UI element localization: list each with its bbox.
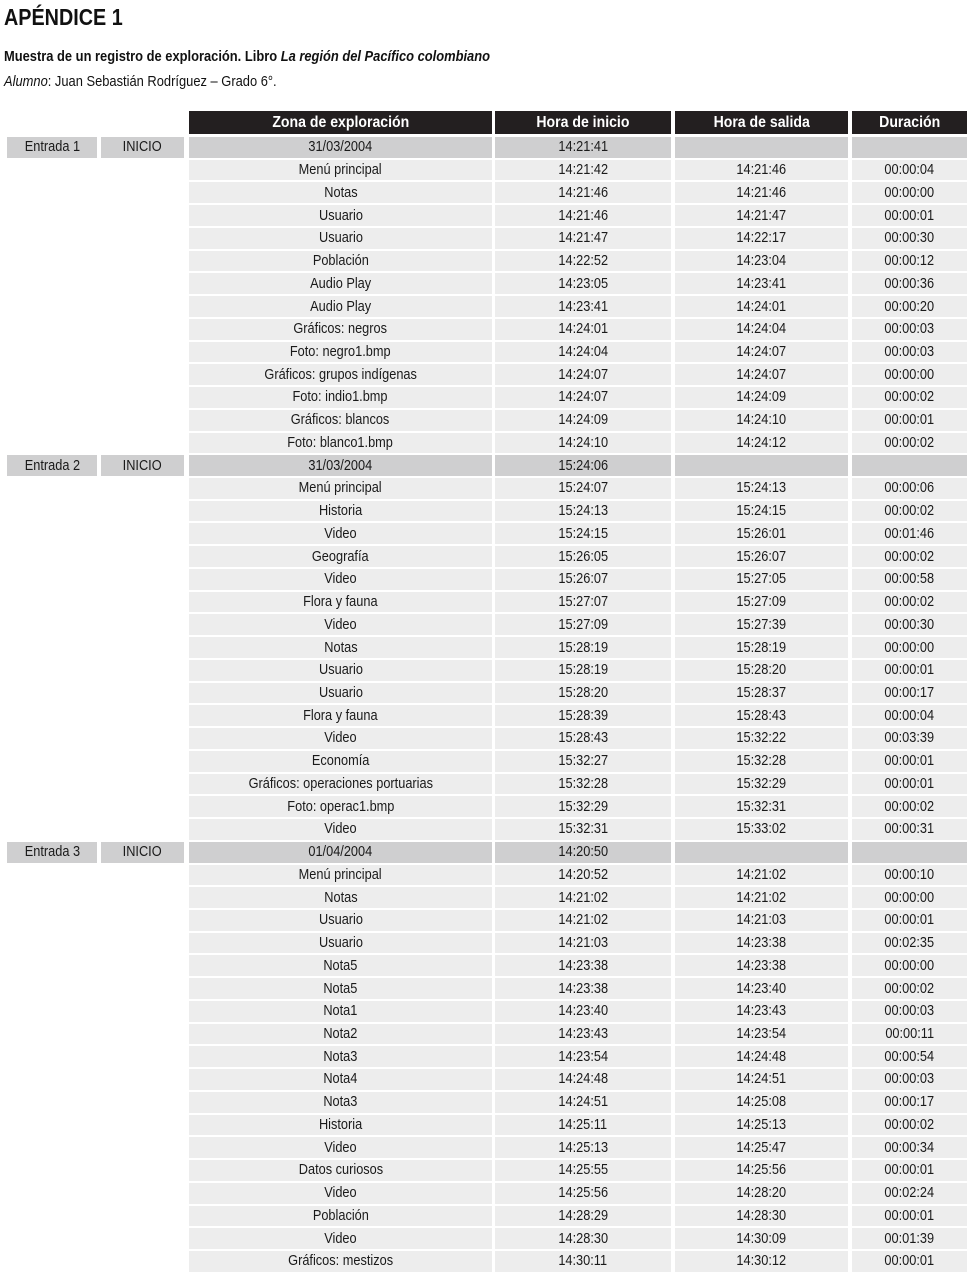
start-time-cell: 15:28:19 (495, 637, 671, 658)
table-row (0, 159, 973, 182)
duration-cell: 00:00:03 (852, 319, 967, 340)
end-time-cell: 14:23:04 (675, 251, 848, 272)
start-time-cell: 15:28:43 (495, 728, 671, 749)
table-row (0, 750, 973, 773)
table-row (0, 682, 973, 705)
duration-cell: 00:00:02 (852, 433, 967, 454)
start-time-cell: 14:24:07 (495, 364, 671, 385)
duration-cell: 00:00:01 (852, 1160, 967, 1181)
start-time-cell: 14:23:40 (495, 1001, 671, 1022)
table-header (0, 111, 973, 134)
zone-cell: Foto: operac1.bmp (189, 796, 492, 817)
zone-cell: Video (189, 1137, 492, 1158)
student-label: Alumno (4, 73, 48, 90)
end-time-cell: 14:21:02 (675, 865, 848, 886)
duration-cell: 00:00:04 (852, 160, 967, 181)
zone-cell: Video (189, 569, 492, 590)
table-row (0, 318, 973, 341)
header-zona: Zona de exploración (189, 111, 492, 134)
start-time-cell: 15:32:27 (495, 751, 671, 772)
start-time-cell: 14:24:09 (495, 410, 671, 431)
end-time-cell: 14:21:47 (675, 205, 848, 226)
start-time-cell: 14:23:43 (495, 1024, 671, 1045)
duration-cell: 00:00:11 (852, 1024, 967, 1045)
start-time-cell: 15:26:05 (495, 546, 671, 567)
book-title: La región del Pacífico colombiano (280, 48, 491, 65)
end-time-cell: 14:21:02 (675, 887, 848, 908)
end-time-cell: 14:23:38 (675, 955, 848, 976)
end-time-cell: 14:23:40 (675, 978, 848, 999)
table-row (0, 227, 973, 250)
duration-cell (852, 842, 967, 863)
zone-cell: Flora y fauna (189, 705, 492, 726)
table-row (0, 795, 973, 818)
duration-cell: 00:00:04 (852, 705, 967, 726)
zone-cell: Foto: blanco1.bmp (189, 433, 492, 454)
start-time-cell: 14:24:48 (495, 1069, 671, 1090)
end-time-cell: 15:24:13 (675, 478, 848, 499)
duration-cell: 00:00:02 (852, 978, 967, 999)
zone-cell: Menú principal (189, 865, 492, 886)
end-time-cell: 15:32:31 (675, 796, 848, 817)
end-time-cell: 15:27:05 (675, 569, 848, 590)
duration-cell: 00:00:00 (852, 182, 967, 203)
table-row (0, 522, 973, 545)
end-time-cell: 14:23:43 (675, 1001, 848, 1022)
start-time-cell: 15:28:19 (495, 660, 671, 681)
table-row (0, 545, 973, 568)
end-time-cell: 14:24:01 (675, 296, 848, 317)
end-time-cell: 14:24:48 (675, 1046, 848, 1067)
zone-cell: Video (189, 819, 492, 840)
inicio-cell: INICIO (101, 455, 184, 476)
table-row (0, 181, 973, 204)
end-time-cell (675, 842, 848, 863)
table-row (0, 204, 973, 227)
duration-cell: 00:00:00 (852, 364, 967, 385)
duration-cell: 00:00:02 (852, 387, 967, 408)
zone-cell: Nota1 (189, 1001, 492, 1022)
header-hora-salida: Hora de salida (675, 111, 848, 134)
start-time-cell: 15:24:07 (495, 478, 671, 499)
zone-cell: Historia (189, 501, 492, 522)
end-time-cell: 14:21:46 (675, 182, 848, 203)
zone-cell: Menú principal (189, 478, 492, 499)
end-time-cell: 14:30:09 (675, 1228, 848, 1249)
zone-cell: 01/04/2004 (189, 842, 492, 863)
duration-cell: 00:02:35 (852, 933, 967, 954)
zone-cell: Gráficos: operaciones portuarias (189, 774, 492, 795)
start-time-cell: 14:20:52 (495, 865, 671, 886)
table-row (0, 954, 973, 977)
end-time-cell: 14:24:51 (675, 1069, 848, 1090)
entry-cell: Entrada 2 (7, 455, 97, 476)
duration-cell (852, 137, 967, 158)
start-time-cell: 14:21:46 (495, 182, 671, 203)
end-time-cell: 15:33:02 (675, 819, 848, 840)
table-row (0, 250, 973, 273)
end-time-cell: 15:32:29 (675, 774, 848, 795)
zone-cell: Nota4 (189, 1069, 492, 1090)
start-time-cell: 14:21:47 (495, 228, 671, 249)
start-time-cell: 14:21:02 (495, 910, 671, 931)
end-time-cell: 15:26:01 (675, 523, 848, 544)
zone-cell: Gráficos: mestizos (189, 1251, 492, 1272)
table-row (0, 659, 973, 682)
table-row (0, 773, 973, 796)
duration-cell: 00:03:39 (852, 728, 967, 749)
end-time-cell: 14:30:12 (675, 1251, 848, 1272)
table-row (0, 341, 973, 364)
duration-cell: 00:00:20 (852, 296, 967, 317)
table-row (0, 1045, 973, 1068)
end-time-cell: 14:23:54 (675, 1024, 848, 1045)
duration-cell: 00:00:06 (852, 478, 967, 499)
zone-cell: 31/03/2004 (189, 137, 492, 158)
table-row (0, 864, 973, 887)
header-duracion: Duración (852, 111, 967, 134)
end-time-cell: 15:27:09 (675, 592, 848, 613)
start-time-cell: 15:24:15 (495, 523, 671, 544)
duration-cell: 00:00:00 (852, 887, 967, 908)
entry-cell: Entrada 1 (7, 137, 97, 158)
duration-cell: 00:00:17 (852, 1092, 967, 1113)
start-time-cell: 14:24:51 (495, 1092, 671, 1113)
exploration-log-table (0, 136, 973, 1273)
zone-cell: Usuario (189, 683, 492, 704)
start-time-cell: 14:21:02 (495, 887, 671, 908)
duration-cell: 00:00:02 (852, 1115, 967, 1136)
header-hora-inicio: Hora de inicio (495, 111, 671, 134)
end-time-cell: 14:24:10 (675, 410, 848, 431)
table-row (0, 1205, 973, 1228)
end-time-cell: 15:28:37 (675, 683, 848, 704)
start-time-cell: 14:24:01 (495, 319, 671, 340)
start-time-cell: 14:21:42 (495, 160, 671, 181)
zone-cell: Video (189, 1228, 492, 1249)
end-time-cell: 14:24:07 (675, 364, 848, 385)
end-time-cell: 14:23:38 (675, 933, 848, 954)
start-time-cell: 15:28:39 (495, 705, 671, 726)
table-row (0, 386, 973, 409)
zone-cell: Video (189, 728, 492, 749)
duration-cell: 00:00:30 (852, 614, 967, 635)
start-time-cell: 14:25:11 (495, 1115, 671, 1136)
duration-cell: 00:02:24 (852, 1183, 967, 1204)
start-time-cell: 15:24:13 (495, 501, 671, 522)
start-time-cell: 15:26:07 (495, 569, 671, 590)
zone-cell: Nota5 (189, 978, 492, 999)
zone-cell: Audio Play (189, 296, 492, 317)
start-time-cell: 15:28:20 (495, 683, 671, 704)
zone-cell: Nota3 (189, 1092, 492, 1113)
start-time-cell: 14:20:50 (495, 842, 671, 863)
end-time-cell: 15:32:28 (675, 751, 848, 772)
table-row (0, 636, 973, 659)
duration-cell: 00:00:01 (852, 1251, 967, 1272)
table-row (0, 1182, 973, 1205)
start-time-cell: 14:25:56 (495, 1183, 671, 1204)
duration-cell: 00:00:30 (852, 228, 967, 249)
zone-cell: Población (189, 251, 492, 272)
end-time-cell: 14:21:03 (675, 910, 848, 931)
duration-cell: 00:00:01 (852, 1206, 967, 1227)
zone-cell: 31/03/2004 (189, 455, 492, 476)
end-time-cell: 15:24:15 (675, 501, 848, 522)
session-start-row (0, 136, 973, 159)
subtitle-text: Muestra de un registro de exploración. Libro (4, 48, 281, 65)
zone-cell: Economía (189, 751, 492, 772)
duration-cell: 00:00:31 (852, 819, 967, 840)
start-time-cell: 15:27:09 (495, 614, 671, 635)
start-time-cell: 14:30:11 (495, 1251, 671, 1272)
end-time-cell: 15:27:39 (675, 614, 848, 635)
end-time-cell: 14:24:04 (675, 319, 848, 340)
start-time-cell: 15:32:28 (495, 774, 671, 795)
table-row (0, 1091, 973, 1114)
zone-cell: Usuario (189, 933, 492, 954)
start-time-cell: 14:21:03 (495, 933, 671, 954)
start-time-cell: 14:23:38 (495, 955, 671, 976)
zone-cell: Video (189, 614, 492, 635)
start-time-cell: 14:21:46 (495, 205, 671, 226)
end-time-cell: 14:25:56 (675, 1160, 848, 1181)
table-row (0, 932, 973, 955)
end-time-cell: 15:28:20 (675, 660, 848, 681)
start-time-cell: 14:25:13 (495, 1137, 671, 1158)
start-time-cell: 15:32:31 (495, 819, 671, 840)
end-time-cell: 15:28:43 (675, 705, 848, 726)
table-row (0, 977, 973, 1000)
start-time-cell: 14:24:04 (495, 342, 671, 363)
end-time-cell: 14:22:17 (675, 228, 848, 249)
start-time-cell: 14:23:41 (495, 296, 671, 317)
duration-cell: 00:00:10 (852, 865, 967, 886)
zone-cell: Video (189, 523, 492, 544)
end-time-cell: 14:28:30 (675, 1206, 848, 1227)
duration-cell: 00:01:46 (852, 523, 967, 544)
zone-cell: Flora y fauna (189, 592, 492, 613)
zone-cell: Geografía (189, 546, 492, 567)
duration-cell: 00:00:36 (852, 273, 967, 294)
duration-cell (852, 455, 967, 476)
student-line (4, 73, 277, 90)
session-start-row (0, 454, 973, 477)
table-row (0, 272, 973, 295)
end-time-cell (675, 455, 848, 476)
duration-cell: 00:00:17 (852, 683, 967, 704)
end-time-cell: 14:21:46 (675, 160, 848, 181)
zone-cell: Foto: negro1.bmp (189, 342, 492, 363)
zone-cell: Usuario (189, 660, 492, 681)
start-time-cell: 14:25:55 (495, 1160, 671, 1181)
zone-cell: Usuario (189, 910, 492, 931)
table-row (0, 591, 973, 614)
table-row (0, 568, 973, 591)
duration-cell: 00:00:00 (852, 637, 967, 658)
duration-cell: 00:00:01 (852, 910, 967, 931)
zone-cell: Nota2 (189, 1024, 492, 1045)
table-row (0, 1250, 973, 1273)
start-time-cell: 14:28:30 (495, 1228, 671, 1249)
duration-cell: 00:00:02 (852, 501, 967, 522)
table-row (0, 409, 973, 432)
zone-cell: Gráficos: negros (189, 319, 492, 340)
start-time-cell: 14:23:05 (495, 273, 671, 294)
table-row (0, 477, 973, 500)
zone-cell: Datos curiosos (189, 1160, 492, 1181)
zone-cell: Video (189, 1183, 492, 1204)
start-time-cell: 14:24:10 (495, 433, 671, 454)
start-time-cell: 14:21:41 (495, 137, 671, 158)
start-time-cell: 15:32:29 (495, 796, 671, 817)
end-time-cell: 14:25:47 (675, 1137, 848, 1158)
zone-cell: Población (189, 1206, 492, 1227)
start-time-cell: 14:23:38 (495, 978, 671, 999)
duration-cell: 00:00:01 (852, 205, 967, 226)
entry-cell: Entrada 3 (7, 842, 97, 863)
duration-cell: 00:01:39 (852, 1228, 967, 1249)
duration-cell: 00:00:58 (852, 569, 967, 590)
duration-cell: 00:00:01 (852, 410, 967, 431)
start-time-cell: 14:24:07 (495, 387, 671, 408)
zone-cell: Usuario (189, 205, 492, 226)
table-row (0, 886, 973, 909)
duration-cell: 00:00:00 (852, 955, 967, 976)
student-value: : Juan Sebastián Rodríguez – Grado 6°. (47, 73, 277, 90)
table-row (0, 1000, 973, 1023)
zone-cell: Menú principal (189, 160, 492, 181)
table-row (0, 1114, 973, 1137)
duration-cell: 00:00:03 (852, 1069, 967, 1090)
table-row (0, 613, 973, 636)
table-row (0, 295, 973, 318)
duration-cell: 00:00:01 (852, 660, 967, 681)
duration-cell: 00:00:02 (852, 592, 967, 613)
table-row (0, 818, 973, 841)
zone-cell: Usuario (189, 228, 492, 249)
document-subtitle (4, 48, 490, 65)
duration-cell: 00:00:12 (852, 251, 967, 272)
end-time-cell: 14:24:09 (675, 387, 848, 408)
end-time-cell (675, 137, 848, 158)
end-time-cell: 14:23:41 (675, 273, 848, 294)
end-time-cell: 14:24:12 (675, 433, 848, 454)
zone-cell: Foto: indio1.bmp (189, 387, 492, 408)
zone-cell: Audio Play (189, 273, 492, 294)
zone-cell: Historia (189, 1115, 492, 1136)
table-row (0, 432, 973, 455)
end-time-cell: 14:28:20 (675, 1183, 848, 1204)
table-row (0, 1023, 973, 1046)
start-time-cell: 14:28:29 (495, 1206, 671, 1227)
duration-cell: 00:00:02 (852, 796, 967, 817)
zone-cell: Notas (189, 637, 492, 658)
zone-cell: Notas (189, 887, 492, 908)
end-time-cell: 14:25:08 (675, 1092, 848, 1113)
table-row (0, 363, 973, 386)
end-time-cell: 14:24:07 (675, 342, 848, 363)
zone-cell: Notas (189, 182, 492, 203)
duration-cell: 00:00:54 (852, 1046, 967, 1067)
zone-cell: Nota5 (189, 955, 492, 976)
table-row (0, 1136, 973, 1159)
duration-cell: 00:00:03 (852, 1001, 967, 1022)
start-time-cell: 14:22:52 (495, 251, 671, 272)
table-row (0, 1227, 973, 1250)
start-time-cell: 15:24:06 (495, 455, 671, 476)
page-title: APÉNDICE 1 (4, 4, 123, 30)
zone-cell: Nota3 (189, 1046, 492, 1067)
end-time-cell: 14:25:13 (675, 1115, 848, 1136)
inicio-cell: INICIO (101, 137, 184, 158)
table-row (0, 1159, 973, 1182)
table-row (0, 727, 973, 750)
zone-cell: Gráficos: blancos (189, 410, 492, 431)
duration-cell: 00:00:03 (852, 342, 967, 363)
end-time-cell: 15:28:19 (675, 637, 848, 658)
inicio-cell: INICIO (101, 842, 184, 863)
table-row (0, 500, 973, 523)
duration-cell: 00:00:01 (852, 751, 967, 772)
duration-cell: 00:00:34 (852, 1137, 967, 1158)
table-row (0, 909, 973, 932)
end-time-cell: 15:26:07 (675, 546, 848, 567)
session-start-row (0, 841, 973, 864)
start-time-cell: 14:23:54 (495, 1046, 671, 1067)
duration-cell: 00:00:01 (852, 774, 967, 795)
duration-cell: 00:00:02 (852, 546, 967, 567)
start-time-cell: 15:27:07 (495, 592, 671, 613)
end-time-cell: 15:32:22 (675, 728, 848, 749)
table-row (0, 1068, 973, 1091)
table-row (0, 704, 973, 727)
zone-cell: Gráficos: grupos indígenas (189, 364, 492, 385)
